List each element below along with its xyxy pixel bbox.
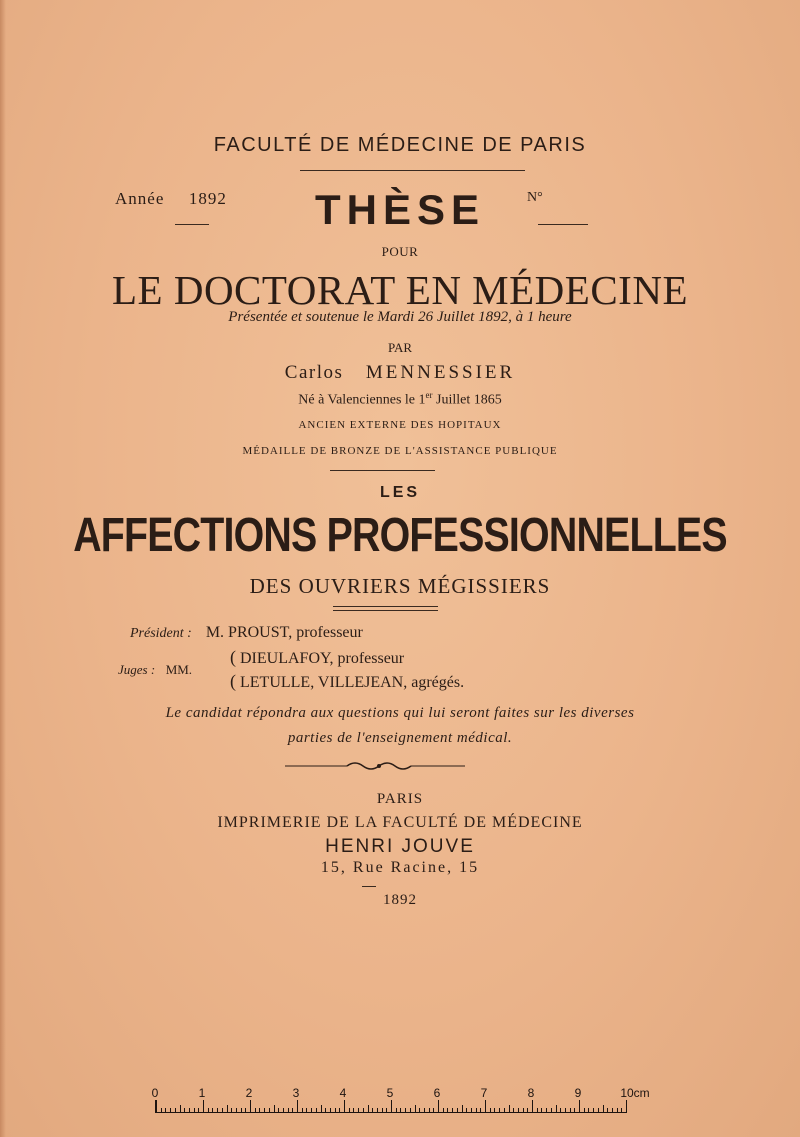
pour-label: POUR	[381, 244, 419, 259]
author-first-name: Carlos	[284, 362, 344, 383]
ruler-tick	[429, 1108, 430, 1112]
ruler-tick	[607, 1108, 608, 1112]
ruler-label: 7	[480, 1086, 488, 1100]
birth-sup: er	[425, 390, 433, 400]
ruler-tick	[259, 1108, 260, 1112]
double-rule-bottom	[333, 610, 438, 611]
juges-label-line	[118, 662, 192, 678]
ruler-label: 8	[527, 1086, 535, 1100]
ruler-tick	[198, 1108, 199, 1112]
ruler-tick	[269, 1108, 270, 1112]
ruler-tick	[471, 1108, 472, 1112]
author-name	[0, 362, 800, 384]
ruler-tick	[447, 1108, 448, 1112]
ruler-tick	[170, 1108, 171, 1112]
ruler-tick	[443, 1108, 444, 1112]
candidate-note-line1: Le candidat répondra aux questions qui lui seront faites sur les diverses	[165, 705, 635, 721]
ruler-label: 1	[198, 1086, 206, 1100]
heading-rule	[300, 170, 525, 171]
ruler-tick	[227, 1105, 228, 1112]
imprint-rule	[362, 886, 376, 887]
ruler-tick	[180, 1105, 181, 1112]
ruler-tick	[325, 1108, 326, 1112]
ruler-tick	[194, 1108, 195, 1112]
ruler-tick	[264, 1108, 265, 1112]
ruler-tick	[504, 1108, 505, 1112]
double-rule-top	[333, 606, 438, 607]
ruler-tick	[424, 1108, 425, 1112]
ruler-label: 5	[386, 1086, 394, 1100]
ruler-label: 10cm	[620, 1086, 650, 1100]
ruler-tick	[532, 1100, 533, 1112]
ruler-tick	[419, 1108, 420, 1112]
presentation-line: Présentée et soutenue le Mardi 26 Juillet 1892, à 1 heure	[228, 309, 572, 325]
ruler-tick	[617, 1108, 618, 1112]
ruler-tick	[292, 1108, 293, 1112]
ruler-tick	[509, 1105, 510, 1112]
ruler-label: 4	[339, 1086, 347, 1100]
candidate-note-line2: parties de l'enseignement médical.	[287, 730, 513, 746]
ruler-tick	[297, 1100, 298, 1112]
birth-prefix: Né à Valenciennes le 1	[298, 392, 426, 408]
ruler-tick	[306, 1108, 307, 1112]
number-label: N°	[527, 190, 543, 205]
ruler-tick	[382, 1108, 383, 1112]
ruler-tick	[321, 1105, 322, 1112]
ornament-divider	[285, 760, 465, 772]
brace-top: (	[230, 647, 236, 667]
subject-article: LES	[379, 484, 421, 501]
juge-1: DIEULAFOY, professeur	[240, 650, 405, 667]
ruler-tick	[156, 1100, 157, 1112]
ruler-tick	[175, 1108, 176, 1112]
ruler-tick	[405, 1108, 406, 1112]
par-label: PAR	[387, 340, 413, 355]
imprint-address: 15, Rue Racine, 15	[320, 859, 480, 876]
ruler-tick	[400, 1108, 401, 1112]
ruler-tick	[621, 1108, 622, 1112]
ruler-tick	[231, 1108, 232, 1112]
ruler-label: 9	[574, 1086, 582, 1100]
ruler-tick	[537, 1108, 538, 1112]
ruler-tick	[466, 1108, 467, 1112]
ruler-tick	[391, 1100, 392, 1112]
ruler-tick	[330, 1108, 331, 1112]
ruler-tick	[396, 1108, 397, 1112]
ruler-tick	[368, 1105, 369, 1112]
ruler-tick	[551, 1108, 552, 1112]
ruler-tick	[283, 1108, 284, 1112]
ruler-tick	[241, 1108, 242, 1112]
ruler-bar	[155, 1100, 627, 1113]
faculty-heading: FACULTÉ DE MÉDECINE DE PARIS	[213, 134, 587, 156]
ruler-tick	[476, 1108, 477, 1112]
ruler-tick	[165, 1108, 166, 1112]
scale-ruler	[150, 1086, 650, 1114]
ruler-tick	[494, 1108, 495, 1112]
ruler-tick	[556, 1105, 557, 1112]
ruler-tick	[203, 1100, 204, 1112]
ruler-tick	[217, 1108, 218, 1112]
ruler-tick	[626, 1100, 627, 1112]
ruler-label: 2	[245, 1086, 253, 1100]
ruler-tick	[335, 1108, 336, 1112]
juge-2: LETULLE, VILLEJEAN, agrégés.	[240, 674, 465, 691]
ruler-tick	[574, 1108, 575, 1112]
ruler-tick	[278, 1108, 279, 1112]
imprint-city: PARIS	[376, 791, 424, 807]
ruler-tick	[541, 1108, 542, 1112]
author-surname: MENNESSIER	[365, 362, 516, 383]
ruler-tick	[386, 1108, 387, 1112]
president-value: M. PROUST, professeur	[205, 624, 363, 641]
ruler-tick	[527, 1108, 528, 1112]
annee-value: 1892	[188, 189, 227, 208]
ruler-tick	[485, 1100, 486, 1112]
ruler-label: 0	[151, 1086, 159, 1100]
ruler-tick	[570, 1108, 571, 1112]
imprint-year: 1892	[383, 892, 417, 908]
ruler-tick	[588, 1108, 589, 1112]
ruler-tick	[603, 1105, 604, 1112]
ruler-tick	[480, 1108, 481, 1112]
subject-subtitle: DES OUVRIERS MÉGISSIERS	[249, 574, 551, 598]
ruler-tick	[410, 1108, 411, 1112]
section-rule	[330, 470, 435, 471]
ruler-tick	[236, 1108, 237, 1112]
ruler-tick	[311, 1108, 312, 1112]
ruler-tick	[462, 1105, 463, 1112]
document-title: THÈSE	[314, 186, 486, 233]
ruler-tick	[358, 1108, 359, 1112]
ruler-tick	[250, 1100, 251, 1112]
ruler-tick	[245, 1108, 246, 1112]
ruler-tick	[208, 1108, 209, 1112]
ruler-tick	[433, 1108, 434, 1112]
ruler-tick	[222, 1108, 223, 1112]
ruler-tick	[598, 1108, 599, 1112]
ruler-tick	[189, 1108, 190, 1112]
ruler-tick	[363, 1108, 364, 1112]
birth-suffix: Juillet 1865	[432, 392, 502, 408]
ruler-label: 6	[433, 1086, 441, 1100]
page-edge-shadow	[0, 0, 6, 1137]
juge-line-2	[230, 672, 464, 692]
ruler-tick	[161, 1108, 162, 1112]
ruler-tick	[274, 1105, 275, 1112]
ruler-tick	[372, 1108, 373, 1112]
number-dash	[538, 224, 588, 225]
ruler-tick	[212, 1108, 213, 1112]
subject-main-title: AFFECTIONS PROFESSIONNELLES	[73, 509, 727, 562]
ruler-tick	[344, 1100, 345, 1112]
juges-label: Juges :	[118, 662, 156, 677]
degree-title: LE DOCTORAT EN MÉDECINE	[112, 267, 688, 313]
ruler-tick	[560, 1108, 561, 1112]
ruler-tick	[593, 1108, 594, 1112]
juge-line-1	[230, 648, 404, 668]
author-title-medaille: MÉDAILLE DE BRONZE DE L'ASSISTANCE PUBLIQUE	[242, 445, 558, 457]
ruler-tick	[377, 1108, 378, 1112]
president-line	[130, 624, 363, 642]
ruler-tick	[438, 1100, 439, 1112]
ruler-tick	[579, 1100, 580, 1112]
ruler-label: 3	[292, 1086, 300, 1100]
imprint-printer: IMPRIMERIE DE LA FACULTÉ DE MÉDECINE	[217, 814, 583, 831]
ruler-tick	[523, 1108, 524, 1112]
ruler-tick	[349, 1108, 350, 1112]
ruler-tick	[513, 1108, 514, 1112]
ruler-tick	[546, 1108, 547, 1112]
ruler-tick	[565, 1108, 566, 1112]
ruler-tick	[452, 1108, 453, 1112]
ruler-tick	[288, 1108, 289, 1112]
ruler-tick	[584, 1108, 585, 1112]
ruler-tick	[499, 1108, 500, 1112]
ruler-tick	[490, 1108, 491, 1112]
ruler-tick	[339, 1108, 340, 1112]
ruler-tick	[184, 1108, 185, 1112]
ruler-tick	[415, 1105, 416, 1112]
ruler-tick	[518, 1108, 519, 1112]
imprint-name: HENRI JOUVE	[325, 836, 475, 857]
birth-line	[0, 390, 800, 409]
ruler-tick	[302, 1108, 303, 1112]
ruler-tick	[353, 1108, 354, 1112]
ruler-tick	[612, 1108, 613, 1112]
ruler-tick	[316, 1108, 317, 1112]
annee-label: Année	[115, 189, 165, 208]
juges-mm: MM.	[165, 662, 193, 677]
brace-bottom: (	[230, 671, 236, 691]
author-title-externe: ANCIEN EXTERNE DES HOPITAUX	[298, 419, 502, 431]
ruler-tick	[255, 1108, 256, 1112]
ruler-tick	[457, 1108, 458, 1112]
president-label: Président :	[130, 626, 192, 641]
